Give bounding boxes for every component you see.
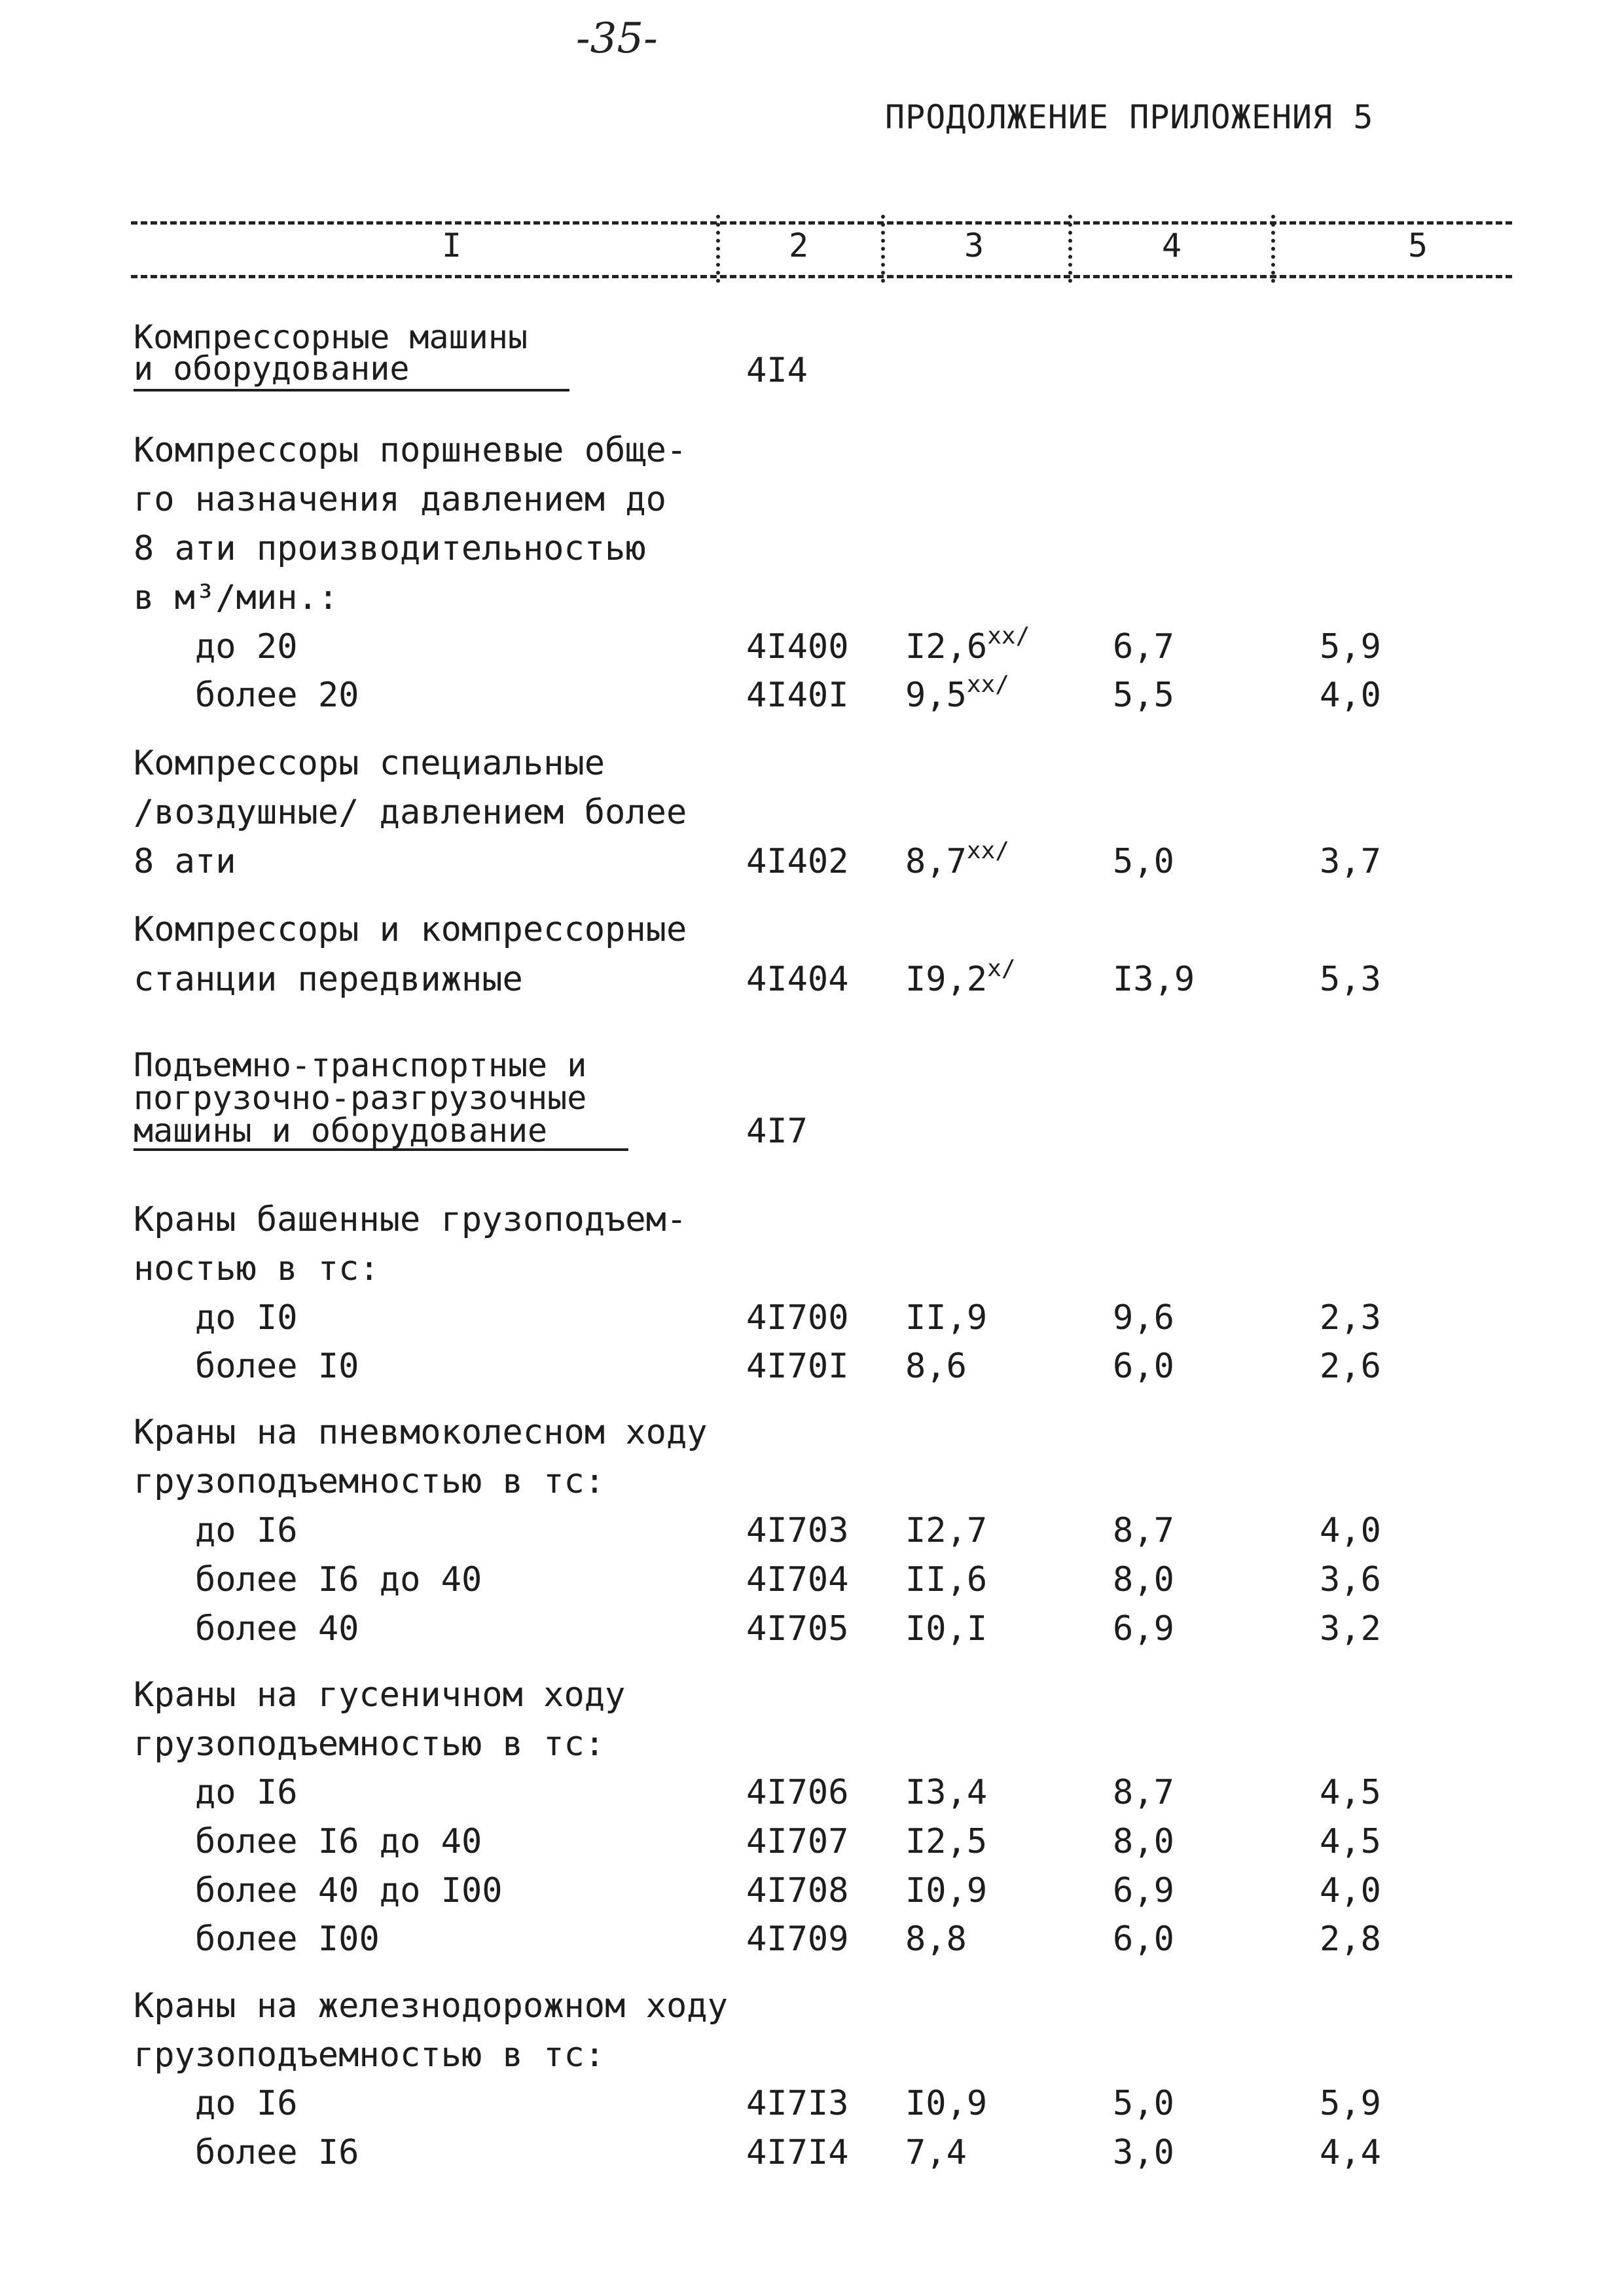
row-name [134,955,523,1004]
row-value-4-text: 6,7 [1113,627,1174,666]
row-name [134,738,605,788]
row-name [195,1341,359,1391]
row-value-5 [1320,2128,1381,2178]
row-code [746,670,849,720]
row-code-text: 4I70I [746,1347,849,1386]
row-value-3-text: 7,4 [905,2133,967,2172]
row-code [746,2079,849,2128]
row-code [746,1506,849,1556]
group-heading-line: машины и оборудование [134,1112,548,1150]
row-value-4-text: I3,9 [1113,960,1195,999]
row-value-4 [1113,622,1174,672]
row-name [195,622,298,672]
row-code [746,1866,849,1916]
row-value-5 [1320,1604,1381,1654]
row-name [195,1604,359,1654]
row-value-4 [1113,1866,1174,1916]
row-value-5-text: 4,0 [1320,676,1381,715]
row-value-3 [905,622,1030,672]
row-name-text: более I6 [195,2133,359,2172]
row-value-5 [1320,622,1381,672]
footnote-mark: xx/ [987,623,1030,649]
row-value-4-text: 8,7 [1113,1511,1174,1550]
footnote-mark: xx/ [966,837,1009,864]
row-value-4-text: 5,0 [1113,2084,1174,2123]
row-name [134,426,687,475]
row-name-text: до I0 [195,1298,298,1338]
footnote-mark: xx/ [966,671,1009,698]
row-value-5-text: 4,5 [1320,1822,1381,1861]
row-code [746,1768,849,1817]
row-value-4-text: 8,0 [1113,1822,1174,1861]
row-value-5 [1320,1768,1381,1817]
row-name-text: Компрессоры и компрессорные [134,910,687,949]
row-name-text: в м³/мин.: [134,578,339,617]
row-value-5-text: 2,6 [1320,1347,1381,1386]
row-value-4 [1113,1293,1174,1343]
group-underline [134,389,569,392]
row-value-3-text: I0,I [905,1609,988,1649]
row-value-5-text: 5,9 [1320,2084,1381,2123]
row-code-text: 4I709 [746,1920,849,1959]
row-value-3 [905,1555,987,1605]
row-value-4 [1113,1768,1174,1817]
row-name [195,1866,503,1916]
row-name-text: грузоподъемностью в тс: [134,2035,605,2075]
row-value-3 [905,837,1009,886]
row-name [134,1244,380,1294]
footnote-mark: x/ [987,955,1016,982]
row-code [746,1604,849,1654]
group-underline [134,1148,628,1151]
row-value-4 [1113,1604,1174,1654]
row-name-text: Краны на железнодорожном ходу [134,1986,728,2026]
row-value-5-text: 3,6 [1320,1560,1381,1599]
row-value-5 [1320,670,1381,720]
column-header-2: 2 [788,227,809,264]
row-value-5 [1320,1341,1381,1391]
row-name [134,524,646,574]
row-code [746,1341,849,1391]
row-value-3-text: I2,7 [905,1511,988,1550]
row-value-5-text: 2,8 [1320,1920,1381,1959]
row-name [195,1555,482,1605]
appendix-title: ПРОДОЛЖЕНИЕ ПРИЛОЖЕНИЯ 5 [885,98,1374,136]
row-value-5 [1320,2079,1381,2128]
row-value-4 [1113,1555,1174,1605]
column-header-1: I [441,227,462,264]
row-value-3 [905,1341,967,1391]
row-value-5-text: 4,0 [1320,1871,1381,1910]
row-value-3-text: I0,9 [905,1871,988,1910]
row-value-4-text: 3,0 [1113,2133,1174,2172]
row-value-3 [905,1293,987,1343]
row-name [195,1914,380,1964]
row-code [746,1293,849,1343]
row-name [134,1670,625,1720]
row-name [195,2128,359,2178]
row-name-text: более I6 до 40 [195,1560,482,1599]
row-value-5 [1320,1866,1381,1916]
row-name [195,1817,482,1867]
row-name [134,1457,605,1506]
row-value-4-text: 8,7 [1113,1773,1174,1812]
row-name [195,670,359,720]
row-value-4-text: 6,0 [1113,1920,1174,1959]
row-value-5-text: 3,2 [1320,1609,1381,1649]
row-value-3-text: I2,6 [905,627,988,666]
row-value-5 [1320,1914,1381,1964]
row-name [134,1719,605,1769]
row-value-5 [1320,1293,1381,1343]
group-heading-line: Компрессорные машины [134,318,528,356]
row-value-4-text: 8,0 [1113,1560,1174,1599]
group-heading-line: Подъемно-транспортные и [134,1046,587,1084]
group-code: 4I7 [746,1112,808,1151]
row-name-text: более I00 [195,1920,380,1959]
row-value-5-text: 2,3 [1320,1298,1381,1338]
row-value-5-text: 4,4 [1320,2133,1381,2172]
row-name-text: ностью в тс: [134,1249,380,1288]
row-value-5-text: 3,7 [1320,842,1381,881]
row-code [746,1555,849,1605]
table-header [131,210,1512,288]
row-value-5-text: 4,0 [1320,1511,1381,1550]
row-code-text: 4I707 [746,1822,849,1861]
row-name [134,837,236,886]
group-code: 4I4 [746,351,808,390]
row-name-text: го назначения давлением до [134,480,666,519]
row-value-4-text: 9,6 [1113,1298,1174,1338]
row-value-4 [1113,670,1174,720]
row-value-4 [1113,2128,1174,2178]
row-value-3 [905,1866,987,1916]
row-name-text: более I6 до 40 [195,1822,482,1861]
row-name-text: 8 ати [134,842,236,881]
row-name [134,1981,728,2031]
row-value-3-text: 8,6 [905,1347,967,1386]
row-value-3 [905,955,1016,1004]
row-value-5-text: 5,3 [1320,960,1381,999]
row-name-text: Краны башенные грузоподъем- [134,1200,687,1239]
row-name-text: более 20 [195,676,359,715]
row-name [134,788,687,837]
row-name-text: грузоподъемностью в тс: [134,1724,605,1764]
row-value-5 [1320,955,1381,1004]
row-value-3 [905,1817,987,1867]
row-code-text: 4I706 [746,1773,849,1812]
row-code [746,1914,849,1964]
row-name [195,1506,298,1556]
row-code-text: 4I40I [746,676,849,715]
row-code-text: 4I703 [746,1511,849,1550]
row-value-3 [905,2128,967,2178]
row-value-3-text: II,6 [905,1560,988,1599]
row-value-4-text: 6,0 [1113,1347,1174,1386]
column-header-3: 3 [964,227,984,264]
row-value-3 [905,2079,987,2128]
row-value-3-text: I0,9 [905,2084,988,2123]
row-name-text: до I6 [195,2084,298,2123]
row-value-5-text: 5,9 [1320,627,1381,666]
row-value-3 [905,670,1009,720]
row-name-text: более 40 до I00 [195,1871,503,1910]
row-code-text: 4I404 [746,960,849,999]
column-separator [881,215,885,283]
row-value-3-text: I2,5 [905,1822,988,1861]
row-name [195,2079,298,2128]
row-name-text: 8 ати производительностью [134,529,646,568]
row-code-text: 4I705 [746,1609,849,1649]
column-header-5: 5 [1407,227,1428,264]
row-name [134,2030,605,2080]
row-value-3-text: 9,5 [905,676,967,715]
row-value-5-text: 4,5 [1320,1773,1381,1812]
row-name-text: грузоподъемностью в тс: [134,1462,605,1501]
row-name [134,1195,687,1245]
row-value-3-text: 8,8 [905,1920,967,1959]
row-value-4-text: 5,0 [1113,842,1174,881]
row-value-3 [905,1914,967,1964]
row-name [134,1408,708,1457]
row-name-text: станции передвижные [134,960,523,999]
row-value-4 [1113,955,1195,1004]
row-value-5 [1320,837,1381,886]
row-value-4 [1113,837,1174,886]
row-code-text: 4I400 [746,627,849,666]
row-code [746,622,849,672]
row-name-text: Краны на пневмоколесном ходу [134,1413,708,1452]
row-value-4 [1113,1914,1174,1964]
column-separator [716,215,720,283]
row-code-text: 4I704 [746,1560,849,1599]
row-name [134,905,687,955]
row-value-3-text: 8,7 [905,842,967,881]
row-value-5 [1320,1817,1381,1867]
row-code [746,2128,849,2178]
header-rule-top [131,221,1512,225]
row-code-text: 4I708 [746,1871,849,1910]
row-name-text: /воздушные/ давлением более [134,793,687,832]
row-value-3 [905,1768,987,1817]
column-separator [1068,215,1072,283]
row-value-4-text: 5,5 [1113,676,1174,715]
row-value-3 [905,1604,987,1654]
row-value-5 [1320,1555,1381,1605]
row-value-4 [1113,1506,1174,1556]
row-value-5 [1320,1506,1381,1556]
column-header-4: 4 [1161,227,1182,264]
page-number: -35- [576,14,658,63]
row-code [746,837,849,886]
row-value-4-text: 6,9 [1113,1871,1174,1910]
group-heading-line: погрузочно-разгрузочные [134,1079,587,1117]
row-value-3-text: II,9 [905,1298,988,1338]
row-value-3-text: I9,2 [905,960,988,999]
row-code [746,1817,849,1867]
row-code-text: 4I7I4 [746,2133,849,2172]
row-name [195,1293,298,1343]
row-name [134,573,338,623]
row-name-text: до I6 [195,1511,298,1550]
row-value-3 [905,1506,987,1556]
row-name [134,475,666,524]
row-name-text: до 20 [195,627,298,666]
row-name-text: Компрессоры специальные [134,744,605,783]
row-value-4 [1113,1817,1174,1867]
row-code-text: 4I402 [746,842,849,881]
row-name-text: Компрессоры поршневые обще- [134,431,687,470]
row-value-3-text: I3,4 [905,1773,988,1812]
row-code-text: 4I700 [746,1298,849,1338]
row-value-4-text: 6,9 [1113,1609,1174,1649]
row-value-4 [1113,1341,1174,1391]
row-name-text: более 40 [195,1609,359,1649]
row-name-text: до I6 [195,1773,298,1812]
row-code [746,955,849,1004]
header-rule-bottom [131,275,1512,278]
row-name-text: Краны на гусеничном ходу [134,1675,626,1715]
row-code-text: 4I7I3 [746,2084,849,2123]
row-name [195,1768,298,1817]
row-name-text: более I0 [195,1347,359,1386]
column-separator [1271,215,1275,283]
group-heading-line: и оборудование [134,350,410,388]
row-value-4 [1113,2079,1174,2128]
